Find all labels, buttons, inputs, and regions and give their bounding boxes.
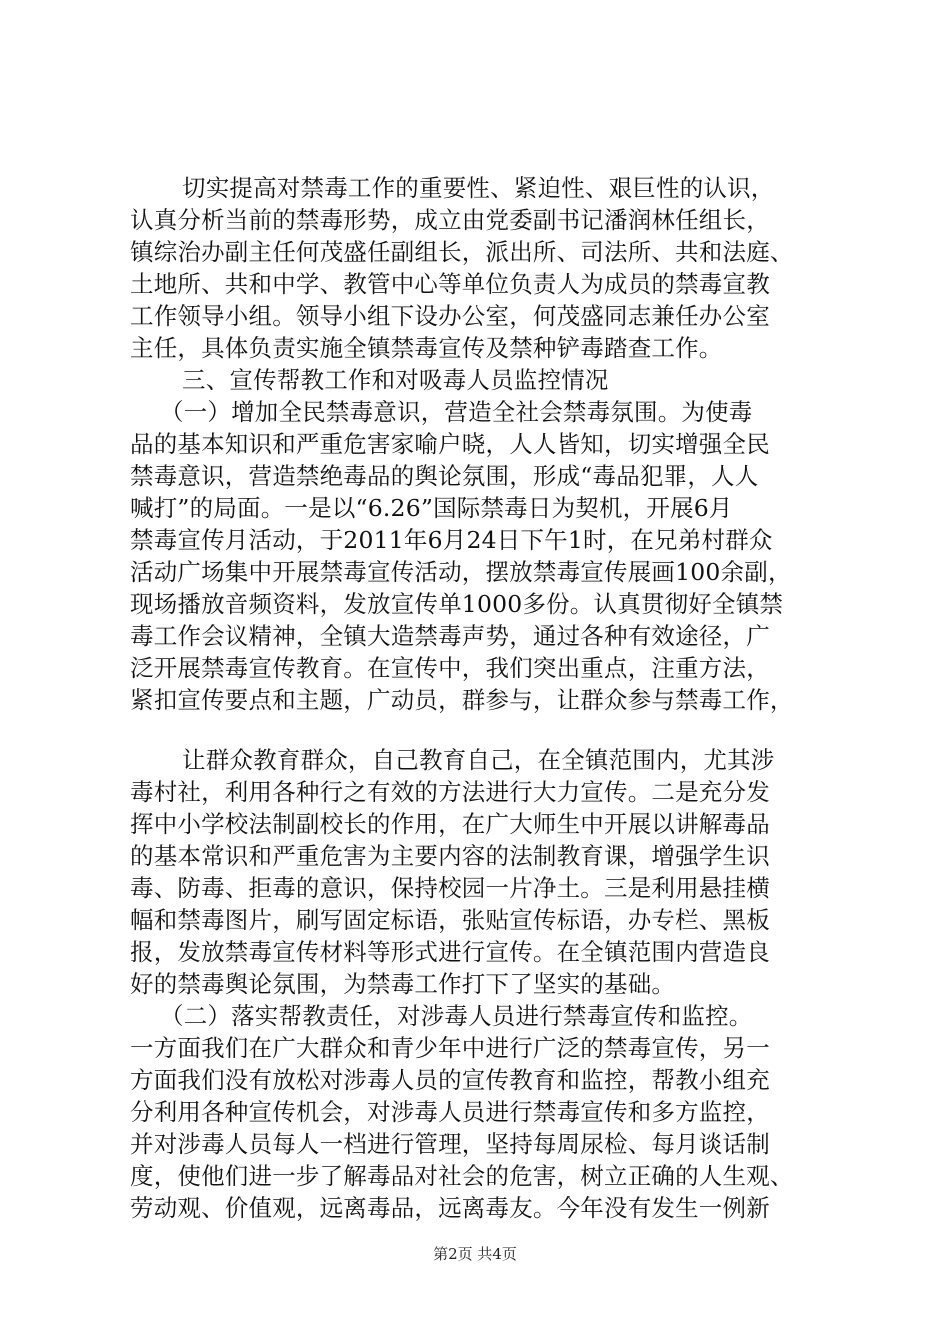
text-line-22: 毒、防毒、拒毒的意识，保持校园一片净土。三是利用悬挂横 [130, 874, 770, 902]
text-line-5: 工作领导小组。领导小组下设办公室，何茂盛同志兼任办公室 [130, 302, 770, 330]
text-line-17: 紧扣宣传要点和主题，广动员，群参与，让群众参与禁毒工作， [130, 686, 794, 714]
text-line-13: 活动广场集中开展禁毒宣传活动，摆放禁毒宣传展画100余副， [130, 558, 792, 586]
text-line-32: 劳动观、价值观，远离毒品，远离毒友。今年没有发生一例新 [130, 1194, 770, 1222]
text-line-25: 好的禁毒舆论氛围，为禁毒工作打下了坚实的基础。 [130, 970, 676, 998]
text-line-6: 主任，具体负责实施全镇禁毒宣传及禁种铲毒踏查工作。 [130, 334, 723, 362]
text-line-28: 方面我们没有放松对涉毒人员的宣传教育和监控，帮教小组充 [130, 1066, 770, 1094]
text-line-19: 毒村社，利用各种行之有效的方法进行大力宣传。二是充分发 [130, 778, 770, 806]
text-line-20: 挥中小学校法制副校长的作用，在广大师生中开展以讲解毒品 [130, 810, 770, 838]
text-line-12: 禁毒宣传月活动，于2011年6月24日下午1时，在兄弟村群众 [130, 526, 773, 554]
page-footer: 第2页 共4页 [433, 1245, 517, 1263]
text-line-14: 现场播放音频资料，发放宣传单1000多份。认真贯彻好全镇禁 [130, 590, 784, 618]
subsection-heading-2: （二）落实帮教责任，对涉毒人员进行禁毒宣传和监控。 [160, 1002, 753, 1030]
text-line-23: 幅和禁毒图片，刷写固定标语，张贴宣传标语，办专栏、黑板 [130, 906, 770, 934]
text-line-30: 并对涉毒人员每人一档进行管理，坚持每周尿检、每月谈话制 [130, 1130, 770, 1158]
text-line-29: 分利用各种宣传机会，对涉毒人员进行禁毒宣传和多方监控， [130, 1098, 770, 1126]
text-line-2: 认真分析当前的禁毒形势，成立由党委副书记潘润林任组长， [130, 206, 770, 234]
text-line-16: 泛开展禁毒宣传教育。在宣传中，我们突出重点，注重方法， [130, 654, 770, 682]
text-line-10: 禁毒意识，营造禁绝毒品的舆论氛围，形成“毒品犯罪，人人 [130, 462, 759, 490]
text-line-24: 报，发放禁毒宣传材料等形式进行宣传。在全镇范围内营造良 [130, 938, 770, 966]
text-line-9: 品的基本知识和严重危害家喻户晓，人人皆知，切实增强全民 [130, 430, 770, 458]
text-line-31: 度，使他们进一步了解毒品对社会的危害，树立正确的人生观、 [130, 1162, 794, 1190]
text-line-3: 镇综治办副主任何茂盛任副组长，派出所、司法所、共和法庭、 [130, 238, 794, 266]
text-line-15: 毒工作会议精神，全镇大造禁毒声势，通过各种有效途径，广 [130, 622, 770, 650]
text-line-18: 让群众教育群众，自己教育自己，在全镇范围内，尤其涉 [182, 746, 775, 774]
text-line-27: 一方面我们在广大群众和青少年中进行广泛的禁毒宣传，另一 [130, 1034, 770, 1062]
section-heading: 三、宣传帮教工作和对吸毒人员监控情况 [182, 366, 609, 394]
text-line-11: 喊打”的局面。一是以“6.26”国际禁毒日为契机，开展6月 [130, 494, 733, 522]
subsection-heading-1: （一）增加全民禁毒意识，营造全社会禁毒氛围。为使毒 [160, 398, 753, 426]
text-line-21: 的基本常识和严重危害为主要内容的法制教育课，增强学生识 [130, 842, 770, 870]
text-line-1: 切实提高对禁毒工作的重要性、紧迫性、艰巨性的认识， [182, 174, 775, 202]
text-line-4: 土地所、共和中学、教管中心等单位负责人为成员的禁毒宣教 [130, 270, 770, 298]
